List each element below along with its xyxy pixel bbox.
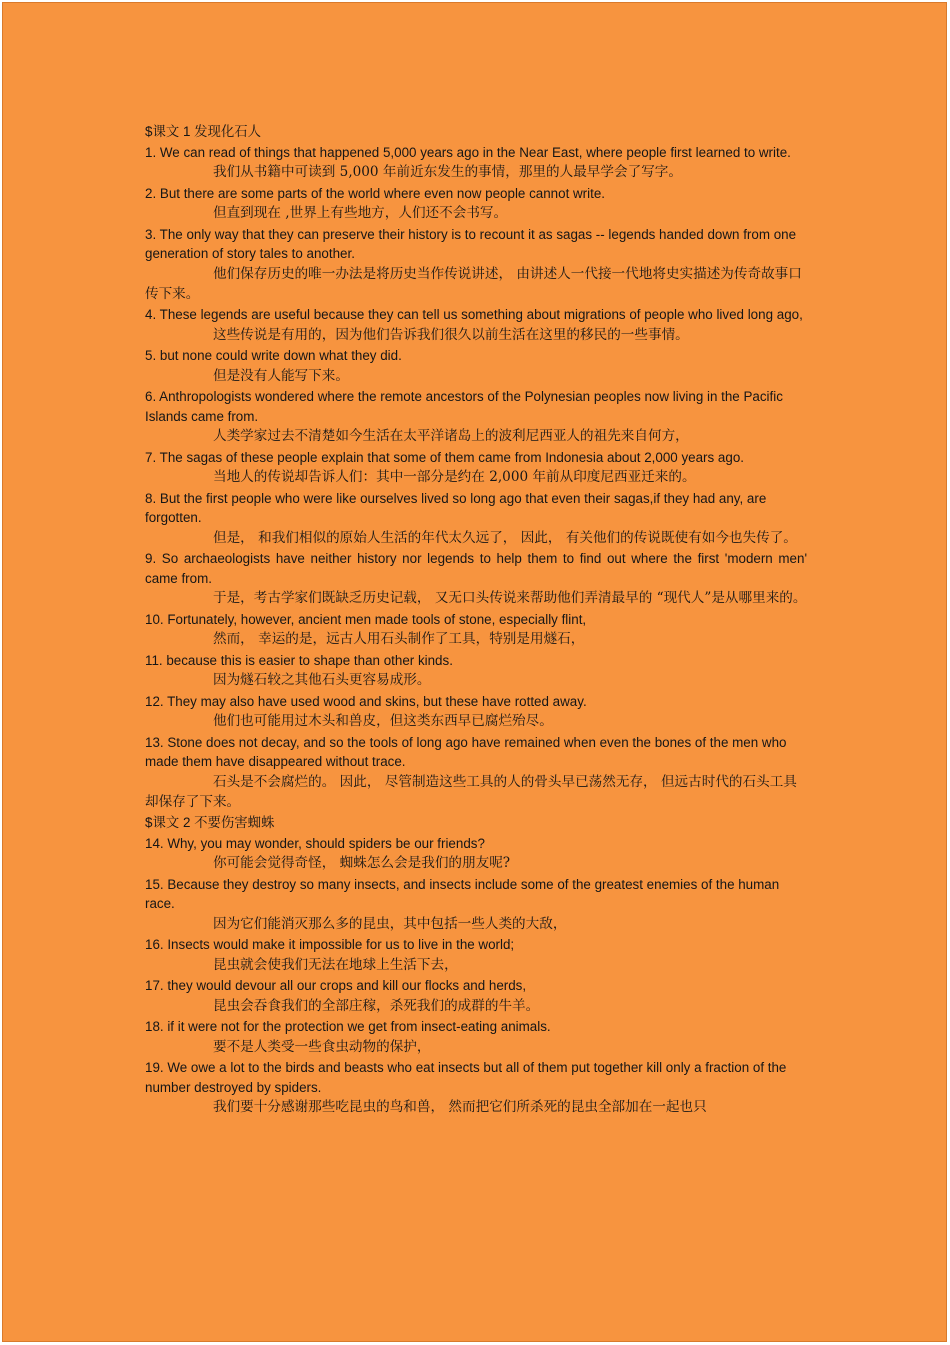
english-sentence: 14. Why, you may wonder, should spiders be our friends? bbox=[145, 835, 485, 851]
chinese-translation: 这些传说是有用的，因为他们告诉我们很久以前生活在这里的移民的一些事情。 bbox=[213, 326, 689, 343]
chinese-translation: 我们要十分感谢那些吃昆虫的鸟和兽， 然而把它们所杀死的昆虫全部加在一起也只 bbox=[213, 1099, 707, 1115]
english-sentence: 8. But the first people who were like ourselves lived so long ago that even their sagas,if they had any, are forgotten. bbox=[145, 490, 767, 525]
chinese-translation: 你可能会觉得奇怪， 蜘蛛怎么会是我们的朋友呢? bbox=[213, 855, 511, 871]
english-sentence: 1. We can read of things that happened 5,000 years ago in the Near East, where people first learned to write. bbox=[145, 144, 791, 160]
chinese-translation: 但是没有人能写下来。 bbox=[213, 367, 349, 384]
chinese-translation: 我们从书籍中可读到 5,000 年前近东发生的事情，那里的人最早学会了写字。 bbox=[213, 164, 682, 180]
english-sentence: 10. Fortunately, however, ancient men made tools of stone, especially flint, bbox=[145, 611, 587, 627]
chinese-translation: 于是，考古学家们既缺乏历史记载， 又无口头传说来帮助他们弄清最早的 “现代人”是从哪里来的。 bbox=[213, 590, 807, 606]
chinese-translation: 当地人的传说却告诉人们：其中一部分是约在 2,000 年前从印度尼西亚迁来的。 bbox=[213, 469, 696, 485]
english-sentence: 2. But there are some parts of the world where even now people cannot write. bbox=[145, 185, 606, 201]
english-sentence: 9. So archaeologists have neither history nor legends to help them to find out where the first 'modern men' came from. bbox=[145, 551, 807, 586]
english-sentence: 5. but none could write down what they did. bbox=[145, 348, 402, 363]
lesson-2-sentences bbox=[145, 834, 807, 1118]
chinese-translation: 因为燧石较之其他石头更容易成形。 bbox=[213, 672, 431, 688]
english-sentence: 4. These legends are useful because they can tell us something about migrations of people who lived long ago, bbox=[145, 307, 803, 322]
english-sentence: 17. they would devour all our crops and kill our flocks and herds, bbox=[145, 978, 527, 993]
chinese-translation: 但直到现在 ,世界上有些地方，人们还不会书写。 bbox=[213, 205, 508, 221]
english-sentence: 11. because this is easier to shape than other kinds. bbox=[145, 652, 453, 668]
chinese-translation: 昆虫会吞食我们的全部庄稼，杀死我们的成群的牛羊。 bbox=[213, 997, 540, 1014]
chinese-translation: 他们也可能用过木头和兽皮，但这类东西早已腐烂殆尽。 bbox=[213, 713, 553, 729]
english-sentence: 13. Stone does not decay, and so the tools of long ago have remained when even the bones of the men who made them have disappeared without trace. bbox=[145, 734, 787, 769]
english-sentence: 19. We owe a lot to the birds and beasts who eat insects but all of them put together kill only a fraction of the number destroyed by spiders. bbox=[145, 1060, 787, 1095]
document-page bbox=[2, 2, 947, 1342]
english-sentence: 7. The sagas of these people explain that some of them came from Indonesia about 2,000 years ago. bbox=[145, 449, 744, 465]
chinese-translation: 人类学家过去不清楚如今生活在太平洋诸岛上的波利尼西亚人的祖先来自何方， bbox=[213, 428, 689, 444]
english-sentence: 18. if it were not for the protection we get from insect-eating animals. bbox=[145, 1019, 551, 1034]
chinese-translation: 他们保存历史的唯一办法是将历史当作传说讲述， 由讲述人一代接一代地将史实描述为传奇故事口传下来。 bbox=[145, 265, 802, 302]
english-sentence: 6. Anthropologists wondered where the remote ancestors of the Polynesian peoples now living in the Pacific Islands came from. bbox=[145, 389, 783, 424]
english-sentence: 15. Because they destroy so many insects, and insects include some of the greatest enemies of the human race. bbox=[145, 876, 780, 911]
chinese-translation: 石头是不会腐烂的。 因此， 尽管制造这些工具的人的骨头早已荡然无存， 但远古时代的石头工具却保存了下来。 bbox=[145, 773, 797, 810]
chinese-translation: 昆虫就会使我们无法在地球上生活下去， bbox=[213, 956, 458, 973]
document-body bbox=[145, 121, 807, 1119]
chinese-translation: 然而， 幸运的是，远古人用石头制作了工具，特别是用燧石， bbox=[213, 631, 585, 647]
lesson-2-heading: $课文 2 不要伤害蜘蛛 bbox=[145, 815, 275, 830]
lesson-1-heading: $课文 1 发现化石人 bbox=[145, 124, 262, 139]
chinese-translation: 因为它们能消灭那么多的昆虫，其中包括一些人类的大敌， bbox=[213, 915, 567, 932]
english-sentence: 3. The only way that they can preserve their history is to recount it as sagas -- legends handed down from one generation of story tales to another. bbox=[145, 226, 797, 261]
english-sentence: 12. They may also have used wood and skins, but these have rotted away. bbox=[145, 693, 587, 709]
lesson-1-sentences bbox=[145, 143, 807, 812]
english-sentence: 16. Insects would make it impossible for us to live in the world; bbox=[145, 937, 515, 952]
chinese-translation: 要不是人类受一些食虫动物的保护， bbox=[213, 1038, 431, 1055]
chinese-translation: 但是， 和我们相似的原始人生活的年代太久远了， 因此， 有关他们的传说既使有如今也失传了。 bbox=[213, 529, 797, 546]
